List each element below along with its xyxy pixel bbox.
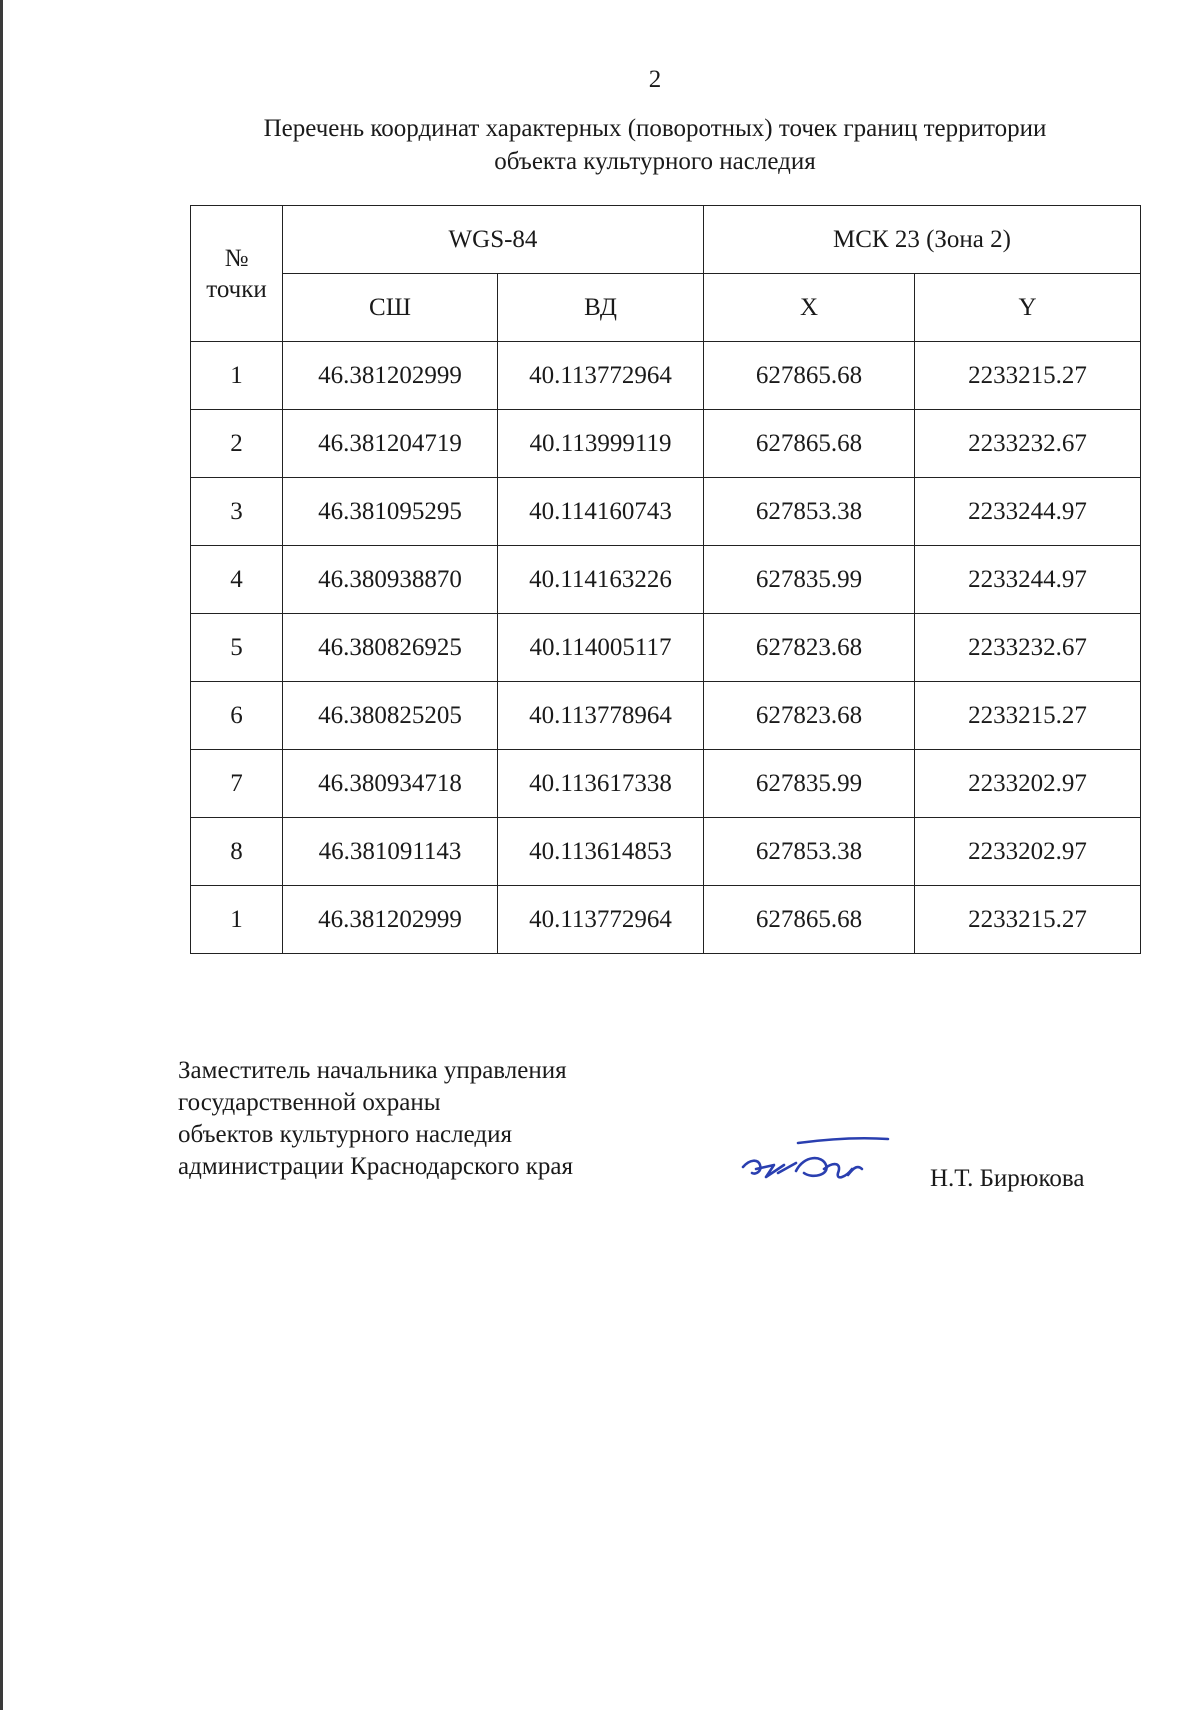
wgs84-group-header: WGS-84 xyxy=(283,206,704,274)
y-cell: 2233215.27 xyxy=(915,342,1141,410)
longitude-cell: 40.114005117 xyxy=(498,614,704,682)
x-cell: 627853.38 xyxy=(704,478,915,546)
latitude-cell: 46.381204719 xyxy=(283,410,498,478)
point-number-cell: 7 xyxy=(191,750,283,818)
y-cell: 2233244.97 xyxy=(915,478,1141,546)
x-cell: 627853.38 xyxy=(704,818,915,886)
longitude-cell: 40.113778964 xyxy=(498,682,704,750)
longitude-cell: 40.113617338 xyxy=(498,750,704,818)
table-row xyxy=(191,682,1141,750)
point-number-header xyxy=(191,206,283,342)
table-row xyxy=(191,546,1141,614)
longitude-cell: 40.113772964 xyxy=(498,342,704,410)
longitude-cell: 40.113772964 xyxy=(498,886,704,954)
y-column-header: Y xyxy=(915,274,1141,342)
point-number-cell: 1 xyxy=(191,342,283,410)
scan-edge xyxy=(0,0,3,1710)
point-header-line-2: точки xyxy=(206,275,267,303)
x-cell: 627823.68 xyxy=(704,682,915,750)
table-row xyxy=(191,886,1141,954)
longitude-cell: 40.114163226 xyxy=(498,546,704,614)
y-cell: 2233232.67 xyxy=(915,614,1141,682)
longitude-cell: 40.113999119 xyxy=(498,410,704,478)
point-number-cell: 2 xyxy=(191,410,283,478)
latitude-cell: 46.381091143 xyxy=(283,818,498,886)
x-cell: 627835.99 xyxy=(704,750,915,818)
point-header-line-1: № xyxy=(224,244,249,272)
table-row xyxy=(191,750,1141,818)
page-number: 2 xyxy=(648,66,662,93)
title-line-1: Перечень координат характерных (поворотных) точек границ территории xyxy=(263,115,1047,142)
y-cell: 2233215.27 xyxy=(915,886,1141,954)
point-number-cell: 6 xyxy=(191,682,283,750)
point-number-cell: 3 xyxy=(191,478,283,546)
position-line-3: объектов культурного наследия xyxy=(178,1121,512,1148)
longitude-column-header: ВД xyxy=(498,274,704,342)
table-row xyxy=(191,410,1141,478)
table-header-row-groups xyxy=(191,206,1141,274)
x-cell: 627823.68 xyxy=(704,614,915,682)
signature-strokes xyxy=(743,1138,888,1177)
coordinates-table xyxy=(190,205,1141,954)
msk23-group-header: МСК 23 (Зона 2) xyxy=(704,206,1141,274)
point-number-cell: 1 xyxy=(191,886,283,954)
table-row xyxy=(191,614,1141,682)
longitude-cell: 40.114160743 xyxy=(498,478,704,546)
y-cell: 2233202.97 xyxy=(915,818,1141,886)
x-cell: 627865.68 xyxy=(704,410,915,478)
point-number-cell: 4 xyxy=(191,546,283,614)
latitude-cell: 46.381095295 xyxy=(283,478,498,546)
y-cell: 2233232.67 xyxy=(915,410,1141,478)
table-row xyxy=(191,342,1141,410)
signatory-position xyxy=(178,1055,573,1183)
y-cell: 2233202.97 xyxy=(915,750,1141,818)
handwritten-signature xyxy=(738,1135,893,1195)
latitude-cell: 46.381202999 xyxy=(283,886,498,954)
latitude-column-header: СШ xyxy=(283,274,498,342)
latitude-cell: 46.380826925 xyxy=(283,614,498,682)
y-cell: 2233215.27 xyxy=(915,682,1141,750)
x-cell: 627835.99 xyxy=(704,546,915,614)
latitude-cell: 46.381202999 xyxy=(283,342,498,410)
latitude-cell: 46.380825205 xyxy=(283,682,498,750)
title-line-2: объекта культурного наследия xyxy=(494,148,816,175)
x-cell: 627865.68 xyxy=(704,342,915,410)
signer-name: Н.Т. Бирюкова xyxy=(930,1165,1085,1192)
point-number-cell: 5 xyxy=(191,614,283,682)
position-line-4: администрации Краснодарского края xyxy=(178,1153,574,1180)
point-number-cell: 8 xyxy=(191,818,283,886)
longitude-cell: 40.113614853 xyxy=(498,818,704,886)
latitude-cell: 46.380934718 xyxy=(283,750,498,818)
document-title xyxy=(150,112,1160,178)
table-row xyxy=(191,818,1141,886)
y-cell: 2233244.97 xyxy=(915,546,1141,614)
position-line-2: государственной охраны xyxy=(178,1089,441,1116)
latitude-cell: 46.380938870 xyxy=(283,546,498,614)
table-header-row-columns xyxy=(191,274,1141,342)
position-line-1: Заместитель начальника управления xyxy=(178,1057,567,1084)
x-cell: 627865.68 xyxy=(704,886,915,954)
table-row xyxy=(191,478,1141,546)
x-column-header: X xyxy=(704,274,915,342)
